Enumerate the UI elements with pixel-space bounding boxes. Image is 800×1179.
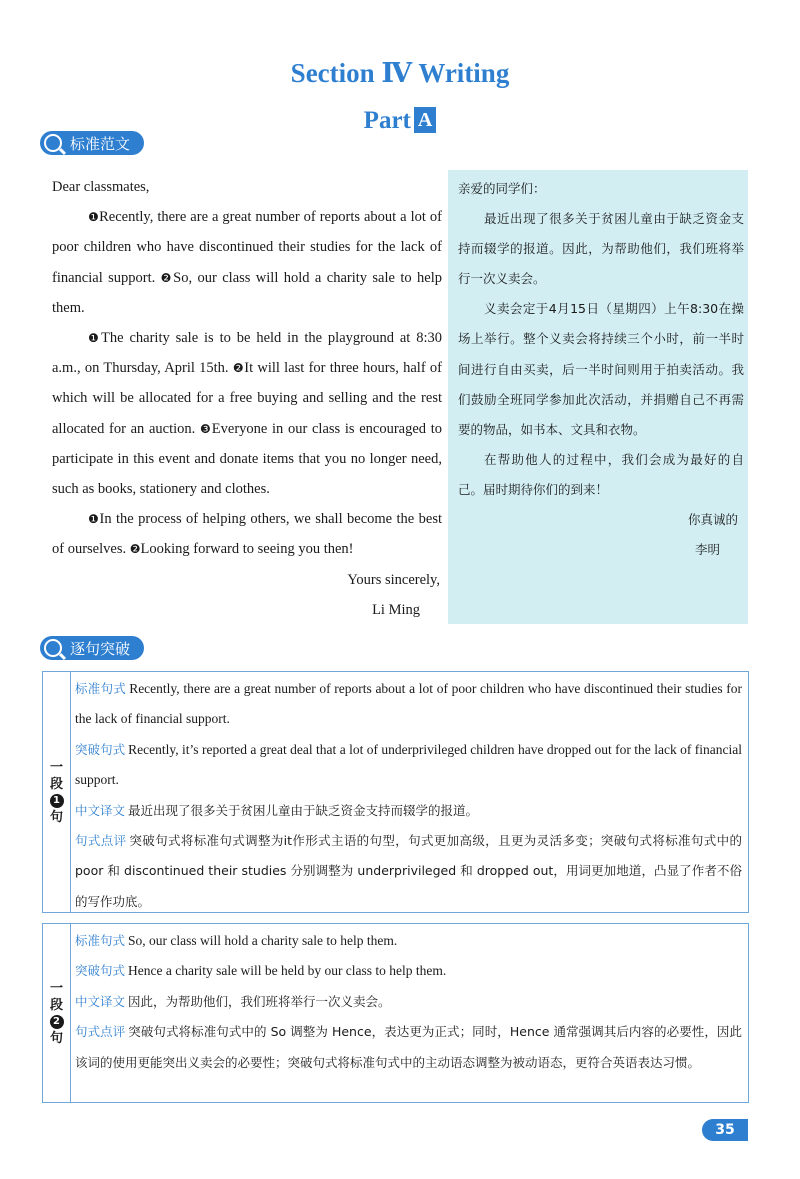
comment-row: 句式点评 突破句式将标准句式调整为it作形式主语的句型，句式更加高级，且更为灵活多变；突破句式将标准句式中的 poor 和 discontinued their studies 分别调整为 underprivileged 和 dropped out，用词更加地道，凸显了作者不俗的写作功底。 [75,833,742,909]
sentence-number: ❸ [199,421,212,436]
letter-paragraph-1 [52,202,442,323]
translation-row: 中文译文 因此，为帮助他们，我们班将举行一次义卖会。 [75,993,391,1009]
sentence-breakdown-2 [42,923,749,1103]
translation-row: 中文译文 最近出现了很多关于贫困儿童由于缺乏资金支持而辍学的报道。 [75,802,479,818]
cn-greeting: 亲爱的同学们： [458,181,546,196]
sentence-number: ❷ [232,361,245,376]
improved-sentence-row: 突破句式 Hence a charity sale will be held by our class to help them. [75,963,447,979]
letter-paragraph-3 [52,504,442,564]
section-model-heading [40,131,144,155]
cn-closing: 你真诚的 [687,512,738,528]
sentence-text: The charity sale is to be held in the playground at 8:30 a.m., on Thursday, April 15th. [52,330,442,377]
sentence-index-circle: 1 [50,794,64,808]
sentence-text: It will last for three hours, half of which will be allocated for a free buying and selling and the rest allocated for an auction. [52,360,442,437]
cn-signature: 李明 [694,542,720,558]
magnifier-icon [44,134,62,152]
sentence-number: ❶ [88,331,102,346]
standard-sentence-row: 标准句式 So, our class will hold a charity sale to help them. [75,933,398,948]
standard-sentence-row: 标准句式 Recently, there are a great number of reports about a lot of poor children who have discontinued their studies for the lack of financial support. [75,681,742,727]
english-letter [52,172,442,625]
chinese-letter [458,174,744,565]
cn-paragraph-3: 在帮助他人的过程中，我们会成为最好的自己。届时期待你们的到来！ [458,451,744,497]
section-model-label: 标准范文 [70,134,131,153]
sentence-text: Everyone in our class is encouraged to participate in this event and donate items that you no longer need, such as books, stationery and clothes. [52,420,442,498]
cn-paragraph-1: 最近出现了很多关于贫困儿童由于缺乏资金支持而辍学的报道。因此，为帮助他们，我们班将举行一次义卖会。 [458,211,744,287]
comment-row: 句式点评 突破句式将标准句式中的 So 调整为 Hence，表达更为正式；同时，Hence 通常强调其后内容的必要性，因此该词的使用更能突出义卖会的必要性；突破句式将标准句式中的主动语态调整为被动语态，更符合英语表达习惯。 [75,1024,742,1070]
letter-greeting: Dear classmates, [52,179,150,195]
sentence-text: Recently, there are a great number of reports about a lot of poor children who have discontinued their studies for the lack of financial support. [52,209,442,286]
letter-closing: Yours sincerely, [347,571,440,588]
page-title: Section Ⅳ Writing [290,58,510,88]
sentence-number: ❷ [160,270,174,285]
sentence-text: So, our class will hold a charity sale to help them. [52,269,442,316]
letter-paragraph-2 [52,323,442,504]
section-breakdown-label: 逐句突破 [70,639,131,658]
sentence-text: Looking forward to seeing you then! [140,541,354,558]
sentence-tag: 一 段 1 句 [43,672,71,912]
sentence-number: ❷ [129,542,141,557]
sentence-text: In the process of helping others, we shall become the best of ourselves. [52,511,442,558]
magnifier-icon [44,639,62,657]
improved-sentence-row: 突破句式 Recently, it’s reported a great deal that a lot of underprivileged children have dropped out for the lack of financial support. [75,741,742,788]
sentence-number: ❶ [88,512,100,527]
section-breakdown-heading [40,636,144,660]
sentence-tag: 一 段 2 句 [43,924,71,1102]
part-letter-badge: A [414,107,436,133]
sentence-number: ❶ [88,210,100,225]
part-label: Part [363,107,411,134]
sentence-index-circle: 2 [50,1015,64,1029]
page-number: 35 [702,1119,748,1141]
cn-paragraph-2: 义卖会定于4月15日（星期四）上午8:30在操场上举行。整个义卖会将持续三个小时，前一半时间进行自由买卖，后一半时间则用于拍卖活动。我们鼓励全班同学参加此次活动，并捐赠自己不再需要的物品，如书本、文具和衣物。 [458,301,744,437]
sentence-breakdown-1 [42,671,749,913]
letter-signature: Li Ming [372,601,420,618]
